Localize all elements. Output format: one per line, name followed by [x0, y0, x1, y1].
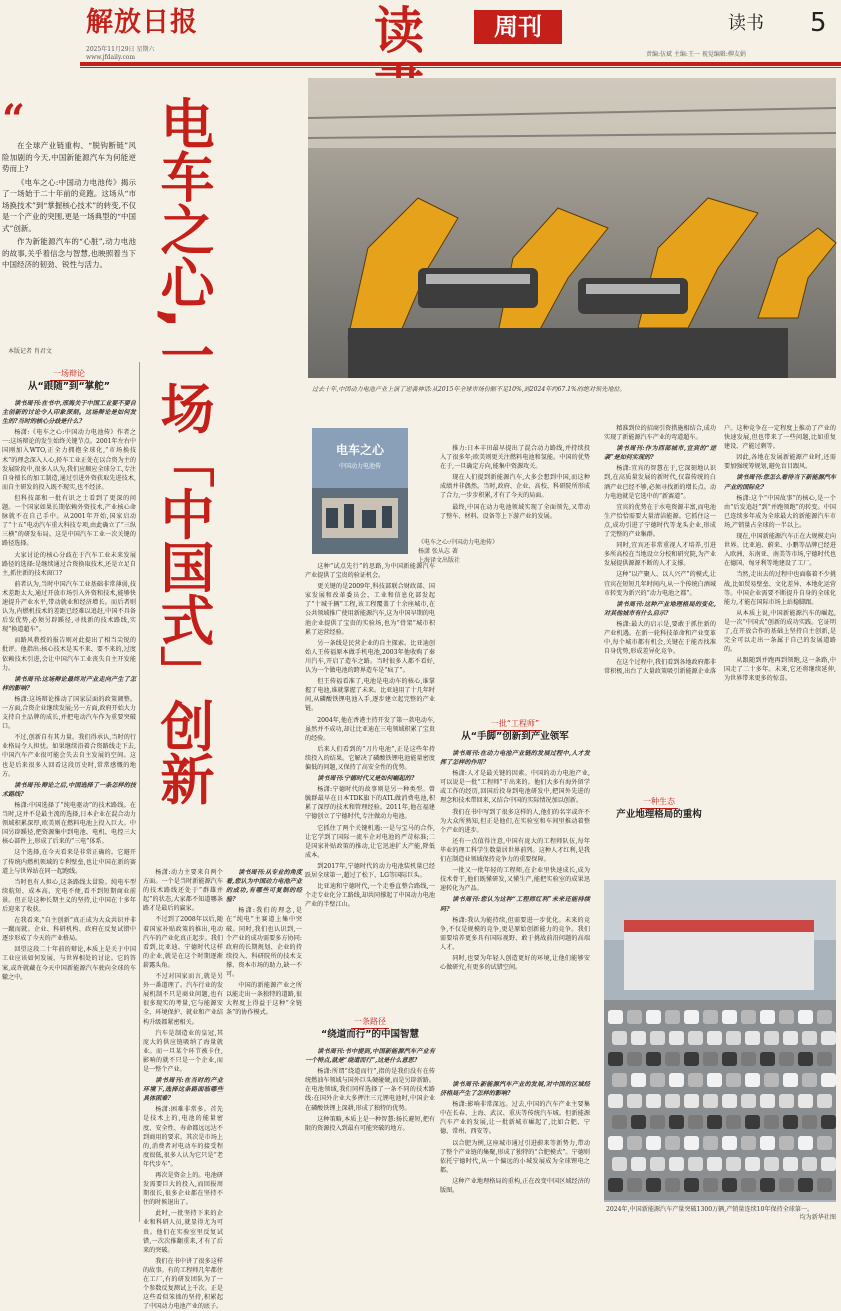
interview-answer: 但王传福看准了,电池是电动车的核心,谁掌握了电池,谁就掌握了未来。比亚迪用了十几年时间,从磷酸铁锂电池入手,逐步建立起完整的产业链。: [305, 678, 435, 713]
interview-answer: 最终,中国在动力电池领域实现了全面领先,又带动了整车、材料、设备等上下游产业的发展。: [440, 503, 590, 520]
paragraph-list: [226, 868, 302, 1018]
interview-answer: 现在人们提到新能源汽车,大多会想到中国,而这种成绩并非偶然。当时,政府、企业、高校、科研院所形成了合力,一步步积累,才有了今天的局面。: [440, 474, 590, 500]
interview-answer: 从跟随到并跑再到领跑,这一条路,中国走了二十多年。未来,它还将继续延伸,为世界带来更多的惊喜。: [724, 657, 836, 683]
brand-subtitle: 周刊: [474, 10, 562, 44]
interview-question: 读书周刊:从专业的角度看,您认为中国动力电池产业的成功,有哪些可复制的经验?: [226, 869, 302, 904]
interview-answer: 而路风教授的报告则对此提出了相当尖锐的批评。他指出:核心技术是买不来、要不来的,过度依赖技术引进,会让中国汽车工业丧失自主开发能力。: [2, 637, 136, 672]
photo-caption: 过去十年,中国动力电池产业上演了逆袭神话:从2015年全球市场份额不足10%,到2024年约67.1%的绝对领先地位。: [312, 386, 626, 393]
section-title: 产业地理格局的重构: [616, 809, 702, 820]
car-shape: [707, 1073, 722, 1087]
car-shape: [608, 1136, 623, 1150]
interview-answer: 现在,中国新能源汽车正在大规模走向世界。比亚迪、蔚来、小鹏等品牌已经进入欧洲、东南亚、南美等市场,宁德时代也在德国、匈牙利等地建设了工厂。: [724, 533, 836, 568]
factory-photo-illustration: [308, 78, 836, 378]
interview-answer: 杨潇:影响非常深远。过去,中国的汽车产业主要集中在长春、上海、武汉、重庆等传统汽车城。但新能源汽车产业的发展,让一批新城市崛起了,比如合肥、宁德、常州、西安等。: [440, 1101, 590, 1136]
car-shape: [688, 1073, 703, 1087]
car-shape: [779, 1010, 794, 1024]
car-shape: [707, 1115, 722, 1129]
car-shape: [764, 1157, 779, 1171]
car-shape: [665, 1178, 680, 1192]
section-kicker: 一场辩论: [50, 368, 88, 381]
car-shape: [646, 1010, 661, 1024]
interview-answer: 另一条线是民营企业的自主探索。比亚迪创始人王传福原本做手机电池,2003年他收购了秦川汽车,开启了造车之路。当时很多人都不看好,认为一个做电池的跨界造车是“疯了”。: [305, 639, 435, 675]
page-number: 5: [810, 8, 827, 38]
interview-answer: 还有一点值得注意,中国有庞大的工程师队伍,每年毕业的理工科学生数量居世界前列。这种人才红利,是我们在制造业领域保持竞争力的重要保障。: [440, 837, 590, 864]
interview-question: 读书周刊:宁德时代又是如何崛起的?: [317, 775, 415, 783]
interview-question: 读书周刊:辩论之后,中国选择了一条怎样的技术路线?: [2, 781, 136, 798]
car-shape: [669, 1157, 684, 1171]
car-shape: [608, 1052, 623, 1066]
article-column-2: [143, 868, 223, 1311]
article-column-2b: [226, 868, 302, 1228]
car-shape: [783, 1157, 798, 1171]
article-column-5-section: [604, 790, 714, 880]
car-shape: [745, 1157, 760, 1171]
car-shape: [722, 1010, 737, 1024]
paragraph-list: [305, 562, 435, 909]
port-photo-illustration: [604, 880, 836, 1202]
car-shape: [707, 1157, 722, 1171]
car-shape: [703, 1010, 718, 1024]
interview-question: 读书周刊:在动力电池产业链的发展过程中,人才发挥了怎样的作用?: [440, 750, 590, 767]
interview-answer: 在我看来,“自主创新”真正成为大众共识并非一蹴而就。企业、科研机构、政府在反复试错中逐步形成了今天的产业格局。: [2, 917, 136, 943]
interview-answer: 不过到了2008年以后,随着国家补贴政策的推出,电动汽车的产业化真正起步。我们看到,比亚迪、宁德时代这样的企业,就是在这个时期逐渐崭露头角。: [143, 916, 223, 969]
interview-answer: 宜宾的优势在于水电资源丰富,而电池生产恰恰需要大量清洁能源。它抓住这一点,成功引进了宁德时代等龙头企业,形成了完整的产业集群。: [604, 503, 716, 539]
interview-answer: 此时,一批坚持下来的企业和科研人员,就显得尤为可贵。他们在实验室里反复试错,一次次推翻重来,才有了后来的突破。: [143, 1210, 223, 1254]
column-rule: [139, 362, 140, 1222]
interview-answer: 它抓住了两个关键机遇:一是与宝马的合作,让它学到了国际一流车企对电池的严苛标准;二是国家补贴政策的推动,让它迅速扩大产能,降低成本。: [305, 824, 435, 859]
interview-answer: 回望这段二十年前的辩论,本质上是关于中国工业应该如何发展、与世界相处的讨论。它的答案,或许就藏在今天中国新能源汽车驶向全球的车辙之中。: [2, 946, 136, 981]
interview-answer: 我们在书中讲了很多这样的故事。有的工程师几年都住在工厂,有的研发团队为了一个参数反复测试上千次。正是这些看似笨拙的坚持,积累起了中国动力电池产业的底子。: [143, 1257, 223, 1311]
lede-paragraph: 《电车之心:中国动力电池传》揭示了一场始于二十年前的竞跑。这场从“市场换技术”到“掌握核心技术”的转变,不仅是一个产业的突围,更是一场典型的“中国式”创新。: [2, 177, 136, 233]
car-shape: [703, 1094, 718, 1108]
photo2-caption-text: 2024年,中国新能源汽车产量突破1300万辆,产销量连续10年保持全球第一。: [606, 1206, 814, 1213]
car-shape: [760, 1052, 775, 1066]
car-shape: [665, 1052, 680, 1066]
book-caption-publisher: 上海译文出版社: [418, 557, 461, 564]
interview-answer: 这种“试点先行”的思路,为中国新能源汽车产业提供了宝贵的验证机会。: [305, 563, 435, 580]
car-shape: [817, 1094, 832, 1108]
car-shape: [707, 1031, 722, 1045]
interview-answer: 杨潇:动力主要来自两个方面。一个是当时新能源汽车的技术路线还处于“群雄并起”的状态,大家都不知道哪条路才是最后的赢家。: [143, 869, 223, 913]
interview-answer: 比亚迪和宁德时代,一个走垂直整合路线,一个走专业化分工路线,却共同撑起了中国动力电池产业的半壁江山。: [305, 883, 435, 909]
port-cars-photo: [604, 880, 836, 1202]
car-shape: [741, 1094, 756, 1108]
masthead-rule: [80, 62, 841, 66]
car-shape: [722, 1094, 737, 1108]
book-cover: [312, 428, 408, 554]
car-shape: [688, 1157, 703, 1171]
main-headline: 电车之心,一场「中国式」创新: [152, 96, 215, 805]
section-title: 从“手脚”创新到产业领军: [461, 731, 569, 742]
interview-question: 读书周刊:书中提到,中国新能源汽车产业有一个特点,就是“绕道而行”,这是什么意思?: [305, 1048, 435, 1065]
car-shape: [726, 1073, 741, 1087]
interview-question: 读书周刊:这种产业地理格局的变化,对其他城市有什么启示?: [604, 600, 716, 617]
interview-answer: 因此,各地在发展新能源产业时,还需要加强统筹规划,避免盲目跟风。: [724, 454, 836, 471]
interview-answer: 杨潇:我们的理念,是在“纯电”主赛道上集中突破。同时,我们也认识到,一个产业的成功需要多方协同:政府的长期规划、企业的持续投入、科研院所的技术支撑、资本市场的助力,缺一不可。: [226, 907, 302, 979]
car-shape: [608, 1178, 623, 1192]
car-shape: [722, 1052, 737, 1066]
car-shape: [612, 1073, 627, 1087]
car-shape: [684, 1010, 699, 1024]
interview-answer: 杨潇:这个“中国故事”的核心,是一个由“后发追赶”到“并跑领跑”的转变。中国已连续多年成为全球最大的新能源汽车市场,产销量占全球的一半以上。: [724, 494, 836, 529]
car-shape: [764, 1073, 779, 1087]
interview-answer: 当时也有人担心,这条路线太冒险。纯电车型续航短、成本高、充电不便,看不到短期商业前景。但正是这种长期主义的坚持,让中国在十多年后迎来了收获。: [2, 878, 136, 913]
interview-question: 读书周刊:您怎么看待当下新能源汽车产业的国际化?: [724, 474, 836, 491]
editors-credit: 责编:伍斌 主编:王一 视觉编辑:柳友娟: [646, 51, 746, 58]
car-shape: [631, 1157, 646, 1171]
interview-question: 读书周刊:您认为这种“工程师红利”未来还能持续吗?: [440, 896, 590, 913]
car-shape: [650, 1031, 665, 1045]
section-heading: [440, 718, 590, 743]
car-shape: [779, 1094, 794, 1108]
newspaper-logo: 解放日报: [86, 7, 198, 38]
car-shape: [802, 1031, 817, 1045]
lede-text: [2, 140, 136, 271]
car-shape: [783, 1031, 798, 1045]
interview-answer: 以合肥为例,这座城市通过引进蔚来等新势力,带动了整个产业链的集聚,形成了独特的“合肥模式”。宁德则依托宁德时代,从一个偏远的小城发展成为全球锂电之都。: [440, 1139, 590, 1174]
section-kicker: 一种生态: [640, 796, 678, 809]
car-shape: [627, 1178, 642, 1192]
car-shape: [741, 1178, 756, 1192]
car-shape: [821, 1031, 836, 1045]
masthead-rule-thin: [80, 67, 841, 68]
car-shape: [726, 1115, 741, 1129]
car-shape: [627, 1136, 642, 1150]
paragraph-list: [604, 424, 836, 684]
car-shape: [631, 1115, 646, 1129]
interview-answer: 这种策略,本质上是一种智慧:扬长避短,把有限的资源投入到最有可能突破的地方。: [305, 1115, 435, 1132]
interview-answer: 2004年,他在香港主持开发了第一款电动车,虽然并不成功,却让比亚迪在三电领域积累了宝贵的经验。: [305, 716, 435, 742]
car-shape: [745, 1073, 760, 1087]
section-title: 从“跟随”到“掌舵”: [28, 381, 110, 392]
car-shape: [703, 1136, 718, 1150]
interview-answer: 更关键的是2009年,科技部联合财政部、国家发展和改革委员会、工业和信息化部发起了“十城千辆”工程,该工程覆盖了十余座城市,在公共领域推广使用新能源汽车,这为中国早期的电池企业提供了宝贵的实验场,也为“骨架”城市积累了运营经验。: [305, 583, 435, 636]
paragraph-list: [305, 1047, 435, 1133]
car-shape: [741, 1010, 756, 1024]
interview-answer: 再次是资金上的。电池研发需要巨大的投入,而回报周期很长,很多企业都在坚持不住的时候退出了。: [143, 1172, 223, 1207]
interview-answer: 汽车是制造业的皇冠,其庞大的供应链吸纳了海量就业。而一旦某个环节被卡住,影响的就不只是一个企业,而是一整个产业。: [143, 1029, 223, 1073]
car-shape: [798, 1094, 813, 1108]
book-caption-authors: 杨潇 张从志 著: [418, 548, 458, 555]
lede-paragraph: 在全球产业链重构、“脱钩断链”风险加剧的今天,中国新能源汽车为何能逆势而上?: [2, 141, 136, 173]
interview-question: 读书周刊:新能源汽车产业的发展,对中国的区域经济格局产生了怎样的影响?: [440, 1081, 590, 1098]
interview-answer: 杨潇:中国选择了“纯电驱动”的技术路线。在当时,这并不是最主流的选择,日本企业在混合动力领域积累深厚,欧美则在燃料电池上投入巨大。中国另辟蹊径,把资源集中到电池、电机、电控三大核心部件上,形成了后来的“三电”体系。: [2, 801, 136, 846]
car-shape: [627, 1010, 642, 1024]
car-shape: [612, 1157, 627, 1171]
interview-answer: 杨潇:人才是最关键的因素。中国的动力电池产业,可以说是一批“工程师”干出来的。他们大多有海外留学或工作的经历,回国后投身到电池研发中,把国外先进的理念和技术带回来,又结合中国的实际情况加以创新。: [440, 770, 590, 805]
car-shape: [764, 1115, 779, 1129]
car-shape: [741, 1136, 756, 1150]
interview-question: 读书周刊:在书中,邢海关于中国工业要不要自主创新的讨论令人印象深刻。这场辩论是如何发生的?当时的核心分歧是什么?: [2, 400, 136, 426]
interview-answer: 但科技部和一批有识之士看到了更深的问题。一个国家如果长期依赖外资技术,产业核心命脉就不在自己手中。从2001年开始,国家启动了“十五”电动汽车重大科技专项,由此确立了“三纵三横”的研发布局。这是中国汽车工业一次关键的路径选择。: [2, 494, 136, 548]
section-title: “绕道而行”的中国智慧: [321, 1029, 419, 1040]
car-shape: [760, 1178, 775, 1192]
car-shape: [650, 1115, 665, 1129]
byline: 本版记者 肖君文: [8, 348, 52, 355]
car-shape: [669, 1031, 684, 1045]
paragraph-list: [440, 444, 590, 521]
car-shape: [612, 1115, 627, 1129]
article-column-1: [2, 362, 136, 1228]
paragraph-list: [440, 1080, 590, 1195]
interview-answer: 杨潇:宜宾的智慧在于,它深刻地认识到,在高质量发展的新时代,仅靠传统的白酒产业已经不够,必须寻找新的增长点。动力电池就是它选中的“新赛道”。: [604, 465, 716, 500]
car-shape: [779, 1136, 794, 1150]
car-shape: [646, 1178, 661, 1192]
car-shape: [726, 1031, 741, 1045]
lede-block: [2, 96, 136, 340]
website-url: www.jfdaily.com: [86, 54, 136, 61]
car-shape: [646, 1136, 661, 1150]
section-heading: [604, 796, 714, 821]
car-shape: [650, 1157, 665, 1171]
paragraph-list: [440, 749, 590, 972]
interview-answer: 杨潇:宁德时代的故事则是另一种类型。曾毓群最早在日本TDK旗下的ATL做消费电池,积累了深厚的技术和管理经验。2011年,他在福建宁德创立了宁德时代,专注做动力电池。: [305, 786, 435, 821]
interview-answer: 一批又一批年轻的工程师,在企业里快速成长,成为技术骨干,他们既懂研发,又懂生产,能把实验室的成果迅速转化为产品。: [440, 867, 590, 893]
car-shape: [684, 1178, 699, 1192]
car-shape: [760, 1094, 775, 1108]
car-shape: [608, 1010, 623, 1024]
car-shape: [665, 1136, 680, 1150]
car-shape: [684, 1052, 699, 1066]
car-shape: [684, 1136, 699, 1150]
car-shape: [779, 1052, 794, 1066]
car-shape: [627, 1052, 642, 1066]
car-shape: [665, 1010, 680, 1024]
article-column-4: [440, 444, 590, 714]
interview-question: 读书周刊:在当时的产业环境下,选择这条路面临哪些具体困难?: [143, 1077, 223, 1103]
car-shape: [798, 1136, 813, 1150]
interview-answer: 从本质上说,中国新能源汽车的崛起,是一次“中国式”创新的成功实践。它证明了,在开放合作的基础上坚持自主创新,是完全可以走出一条属于自己的发展道路的。: [724, 609, 836, 654]
interview-answer: 到2017年,宁德时代的动力电池装机量已经跃居全球第一,超过了松下、LG等国际巨头。: [305, 862, 435, 879]
car-shape: [817, 1010, 832, 1024]
paragraph-list: [2, 399, 136, 982]
quote-mark-icon: “: [2, 96, 26, 143]
car-shape: [726, 1157, 741, 1171]
interview-answer: 同时,也要为年轻人创造更好的环境,让他们能够安心做研究,有更多的试错空间。: [440, 954, 590, 972]
car-shape: [646, 1094, 661, 1108]
car-shape: [760, 1136, 775, 1150]
interview-answer: 当然,走出去的过程中也面临着不少挑战,比如贸易壁垒、文化差异、本地化运营等。中国企业需要不断提升自身的全球化能力,才能在国际市场上站稳脚跟。: [724, 571, 836, 606]
car-shape: [798, 1052, 813, 1066]
car-shape: [745, 1115, 760, 1129]
car-shape: [688, 1115, 703, 1129]
section-kicker: 一批“工程师”: [488, 718, 542, 731]
interview-question: 读书周刊:这场辩论最终对产业走向产生了怎样的影响?: [2, 675, 136, 692]
car-shape: [722, 1136, 737, 1150]
lede-paragraph: 作为新能源汽车的“心脏”,动力电池的故事,关乎着信念与智慧,也映照着当下中国经济的韧劲、锐性与活力。: [2, 237, 136, 269]
car-shape: [802, 1115, 817, 1129]
car-shape: [650, 1073, 665, 1087]
car-shape: [669, 1115, 684, 1129]
book-cover-subtitle: 中国动力电池传: [338, 463, 382, 470]
interview-answer: 这种“以产聚人、以人兴产”的模式,让宜宾在短短几年时间内,从一个传统白酒城市转变为新兴的“动力电池之都”。: [604, 571, 716, 597]
car-shape: [802, 1073, 817, 1087]
book-cover-image: [312, 428, 408, 554]
car-shape: [798, 1178, 813, 1192]
factory-robot-photo: [308, 78, 836, 378]
interview-answer: 杨潇:这场辩论推动了国家层面的政策调整。一方面,合资企业继续发展;另一方面,政府开始大力支持自主品牌的成长,并把电动汽车作为重要突破口。: [2, 695, 136, 731]
car-shape: [665, 1094, 680, 1108]
photo-credit: 均为新华社图: [799, 1214, 836, 1221]
car-shape: [631, 1031, 646, 1045]
interview-answer: 在这个过程中,我们看到各地政府都非常积极,出台了大量政策吸引新能源企业落户。这种竞争在一定程度上推动了产业的快速发展,但也带来了一些问题,比如重复建设、产能过剩等。: [604, 425, 836, 676]
car-shape: [627, 1094, 642, 1108]
car-shape: [798, 1010, 813, 1024]
car-shape: [817, 1178, 832, 1192]
interview-answer: 后来人们看到的“刀片电池”,正是这些年持续投入的结果。它解决了磷酸铁锂电池能量密度偏低的问题,又保持了高安全性的优势。: [305, 745, 435, 771]
interview-answer: 我们在书中写到了很多这样的人,他们的名字或许不为大众所熟知,但正是他们,在实验室和车间里推动着整个产业的进步。: [440, 808, 590, 834]
interview-answer: 杨潇:《电车之心:中国动力电池传》作者之一:这场辩论的发生始终关键节点。2001年左右中国刚加入WTO,正全力拥抱全球化,“市场换技术”的理念深入人心,轿车工业正处在以合资为主的发展阶段中,很多人认为,我们应顺应全球分工,专注自身擅长的加工制造,通过引进外资获取先进技术,而自主研发的投入既不现实,也不经济。: [2, 429, 136, 491]
brand-title: 读: [374, 1, 424, 60]
interview-answer: 不过,创新自有其力量。我们得承认,当时的行业格局令人担忧。如果继续沿着合资路线走下去,中国汽车产业很可能会失去自主发展的空间。这也是后来很多人回看这段历史时,常常感慨的地方。: [2, 734, 136, 778]
car-shape: [669, 1073, 684, 1087]
article-column-3-section: [305, 1010, 435, 1228]
interview-answer: 中国的新能源产业之所以能走出一条独特的道路,很大程度上得益于这种“全链条”的协作模式。: [226, 982, 302, 1017]
book-caption-title: 《电车之心:中国动力电池传》: [418, 539, 499, 546]
car-shape: [817, 1052, 832, 1066]
car-shape: [631, 1073, 646, 1087]
article-column-4-section2: [440, 1080, 590, 1228]
car-shape: [612, 1031, 627, 1045]
car-shape: [608, 1094, 623, 1108]
car-shape: [783, 1115, 798, 1129]
car-shape: [745, 1031, 760, 1045]
car-shape: [779, 1178, 794, 1192]
interview-answer: 大家讨论的核心分歧在于汽车工业未来发展路径的选择:是继续通过合资换取技术,还是立足自主,抓住新的技术窗口?: [2, 551, 136, 577]
interview-answer: 杨潇:最大的启示是,要敢于抓住新的产业机遇。在新一轮科技革命和产业变革中,每个城市都有机会,关键在于能否找准自身优势,形成差异化竞争。: [604, 620, 716, 656]
issue-date: 2025年11月29日 星期六: [86, 46, 155, 53]
section-kicker: 一条路径: [351, 1016, 389, 1029]
car-shape: [821, 1115, 836, 1129]
car-shape: [703, 1052, 718, 1066]
interview-answer: 精准到位的招商引资措施相结合,成功实现了新能源汽车产业的弯道超车。: [604, 425, 716, 442]
car-shape: [688, 1031, 703, 1045]
car-shape: [821, 1073, 836, 1087]
car-shape: [684, 1094, 699, 1108]
interview-answer: 杨潇:困难非常多。首先是技术上的,电池的能量密度、安全性、寿命都远远达不到商用的要求。其次是市场上的,消费者对电动车的接受程度很低,很多人认为它只是“老年代步车”。: [143, 1106, 223, 1168]
car-shape: [817, 1136, 832, 1150]
section-heading: [2, 368, 136, 393]
car-shape: [646, 1052, 661, 1066]
car-shape: [741, 1052, 756, 1066]
car-shape: [802, 1157, 817, 1171]
interview-answer: 这个选择,在今天看来是非常正确的。它避开了传统内燃机领域的专利壁垒,也让中国在新的赛道上与世界站在同一起跑线。: [2, 849, 136, 875]
interview-answer: 杨潇:我认为能持续,但需要进一步优化。未来的竞争,不仅是规模的竞争,更是原始创新能力的竞争。我们需要培养更多具有国际视野、敢于挑战前沿问题的高端人才。: [440, 916, 590, 951]
car-shape: [722, 1178, 737, 1192]
book-cover-title: 电车之心: [335, 443, 385, 457]
car-shape: [760, 1010, 775, 1024]
interview-answer: 杨潇:所谓“绕道而行”,指的是我们没有在传统燃油车领域与国外巨头硬碰硬,而是另辟新路。在电池领域,我们同样选择了一条不同的技术路线:在国外企业大多押注三元锂电池时,中国企业在磷酸铁锂上深耕,形成了独特的优势。: [305, 1068, 435, 1112]
interview-answer: 这种产业地理格局的重构,正在改变中国区域经济的版图。: [440, 1177, 590, 1195]
car-shape: [764, 1031, 779, 1045]
car-shape: [783, 1073, 798, 1087]
interview-answer: 前者认为,当时中国汽车工业基础非常薄弱,技术差距太大,通过开放市场引入外资和技术,能够快速提升产业水平,带动就业和经济增长。而后者则认为,内燃机技术的差距已经难以追赶,中国不具备后发优势,必须另辟蹊径,寻找新的技术路线,实现“换道超车”。: [2, 580, 136, 634]
interview-answer: 同时,宜宾还非常重视人才培养,引进多所高校在当地设立分校和研究院,为产业发展提供源源不断的人才支撑。: [604, 542, 716, 568]
section-heading: [305, 1016, 435, 1041]
section-name: 读书: [728, 13, 764, 34]
photo2-caption: [606, 1206, 836, 1222]
paragraph-list: [143, 868, 223, 1311]
interview-question: 读书周刊:作为西部城市,宜宾的“逆袭”是如何实现的?: [604, 445, 716, 462]
car-shape: [821, 1157, 836, 1171]
car-shape: [703, 1178, 718, 1192]
interview-answer: 不过对国家而言,就是另外一番道理了。汽车行业的发展机制不只是商业问题,也有很多现实的考量,它与能源安全、环境保护、就业和产业结构升级都紧密相关。: [143, 973, 223, 1026]
interview-answer: 推力:日本丰田最早提出了混合动力路线,并持续投入了很多年;欧美则更关注燃料电池和氢能。中国的优势在于,一旦确定方向,能集中资源攻关。: [440, 445, 590, 471]
issue-meta: [86, 46, 154, 62]
